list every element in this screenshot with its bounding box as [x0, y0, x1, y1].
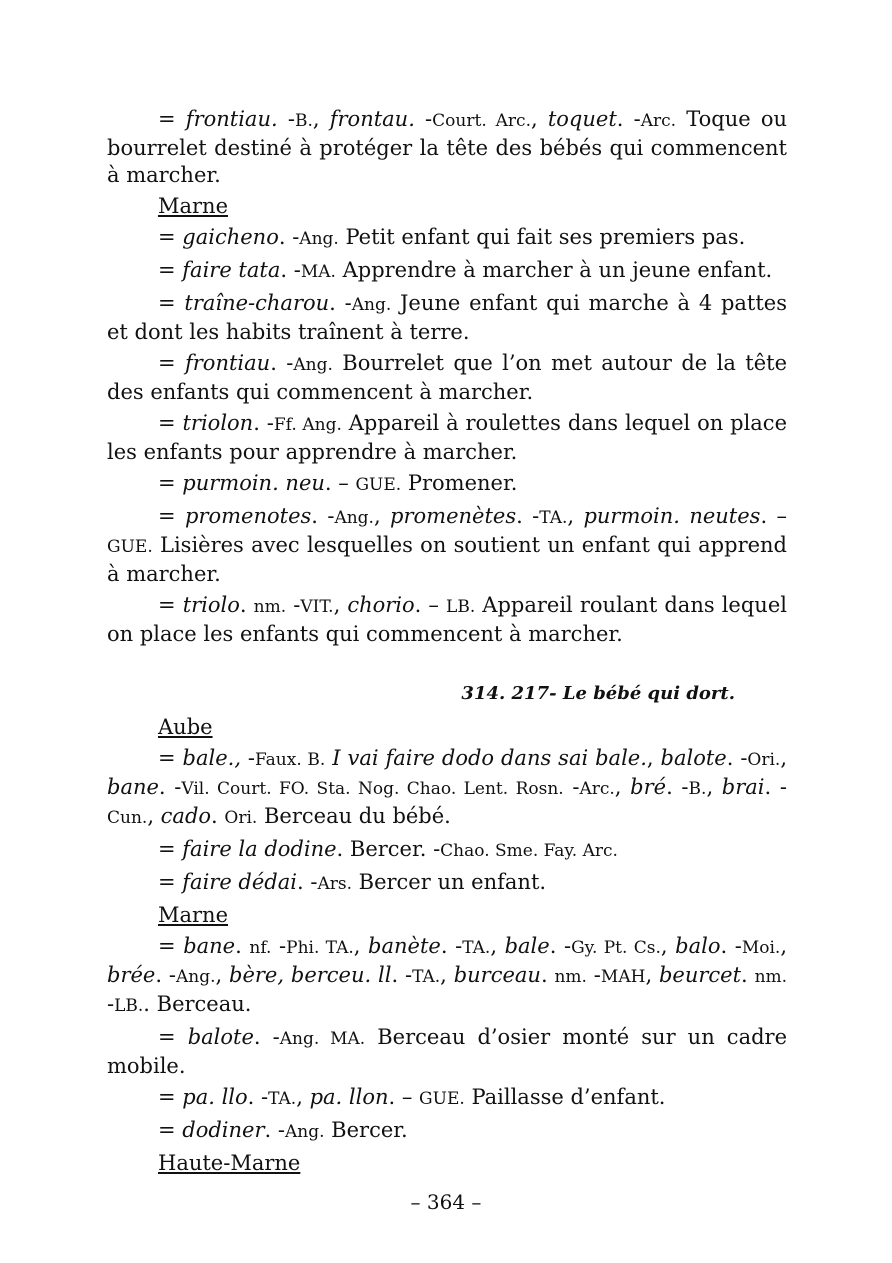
entry-text: - — [271, 934, 287, 958]
entry-text: , — [215, 963, 230, 987]
entry-text: = — [158, 934, 184, 958]
entry-text: = — [158, 225, 183, 249]
entry-text: . — [540, 963, 555, 987]
entry-text: Toque ou bourrelet destiné à protéger la tête des bébés qui commencent à marcher. — [107, 107, 788, 187]
entry-text: = — [158, 351, 185, 375]
entry-text: , — [660, 934, 676, 958]
locality-abbrev: Vil. Court. FO. Sta. Nog. Chao. Lent. Rosn. — [181, 779, 564, 799]
locality-abbrev: Moi. — [741, 938, 781, 958]
entry-text: , — [780, 746, 788, 770]
entry-text: = — [158, 107, 186, 131]
locality-abbrev: Ff. Ang. — [273, 415, 342, 435]
entry-text: . - — [549, 934, 572, 958]
locality-abbrev: Faux. B. — [255, 750, 326, 770]
glossary-entry — [107, 224, 787, 253]
entry-text: , — [567, 504, 584, 528]
dialect-term: brée — [107, 963, 156, 987]
glossary-entry — [107, 1084, 787, 1113]
entry-text: . – — [414, 593, 447, 617]
glossary-entry — [107, 410, 787, 466]
entry-text: Appareil roulant dans lequel on place les enfants qui commencent à marcher. — [107, 593, 787, 646]
dialect-term: frontiau. — [185, 107, 278, 131]
locality-abbrev: Ars. — [317, 874, 352, 894]
entry-text: . - — [158, 775, 182, 799]
locality-abbrev: Ang. — [299, 229, 339, 249]
entry-text: . - — [264, 1118, 285, 1142]
section-heading: 314. 217- Le bébé qui dort. — [461, 683, 735, 704]
entry-text: . - — [666, 775, 689, 799]
glossary-entry — [107, 257, 787, 286]
entry-text: . – — [760, 504, 788, 528]
locality-abbrev: Arc. — [640, 111, 677, 131]
glossary-entry — [107, 869, 787, 898]
dialect-term: brai — [721, 775, 765, 799]
dialect-term: balote — [187, 1025, 254, 1049]
entry-text: . - — [391, 963, 413, 987]
locality-abbrev: Ang. — [175, 967, 216, 987]
entry-text: . Bercer. - — [336, 837, 441, 861]
entry-text: . – — [388, 1085, 420, 1109]
entry-text: . — [235, 934, 250, 958]
entry-text: . - — [253, 411, 274, 435]
locality-abbrev: Ang. — [334, 508, 374, 528]
region-heading: Haute-Marne — [158, 1151, 301, 1175]
entry-text: . - — [311, 504, 335, 528]
entry-text: . - — [726, 746, 748, 770]
entry-text: Paillasse d’enfant. — [464, 1085, 666, 1109]
entry-text: , — [646, 746, 661, 770]
dialect-term: bale — [504, 934, 550, 958]
entry-text: , — [440, 963, 454, 987]
region-heading: Marne — [158, 903, 229, 927]
dialect-term: banète — [368, 934, 441, 958]
entry-text: , — [312, 107, 330, 131]
entry-text: - — [107, 992, 115, 1016]
entry-text: Petit enfant qui fait ses premiers pas. — [338, 225, 746, 249]
dialect-term: bère, berceu. ll — [229, 963, 392, 987]
entry-text: , — [296, 1085, 310, 1109]
dialect-term: balote — [660, 746, 727, 770]
locality-abbrev: TA. — [539, 508, 568, 528]
region-heading: Aube — [158, 715, 213, 739]
dialect-term: triolon — [182, 411, 254, 435]
dialect-term: balo — [675, 934, 721, 958]
dialect-term: pa. llo — [182, 1085, 248, 1109]
entry-text: . - — [764, 775, 787, 799]
locality-abbrev: VIT. — [300, 597, 334, 617]
entry-text: , — [780, 934, 788, 958]
locality-abbrev: Arc. — [579, 779, 615, 799]
glossary-entry — [107, 933, 787, 1020]
entry-text: . - — [329, 291, 352, 315]
entry-text: = — [158, 411, 183, 435]
entry-text: = — [158, 1118, 183, 1142]
glossary-entry — [107, 470, 787, 499]
dialect-term: promenotes — [185, 504, 312, 528]
entry-text: = — [158, 1025, 188, 1049]
locality-abbrev: nm. — [253, 597, 287, 617]
locality-abbrev: Ang. — [351, 295, 392, 315]
entry-text: , — [645, 963, 659, 987]
locality-abbrev: nm. — [554, 967, 587, 987]
entry-text: , — [490, 934, 505, 958]
entry-text: . - — [155, 963, 176, 987]
dialect-term: gaicheno — [182, 225, 279, 249]
locality-abbrev: B. — [294, 111, 313, 131]
entry-text: . - — [270, 351, 294, 375]
dialect-term: cado — [160, 804, 212, 828]
locality-abbrev: Ang. MA. — [279, 1029, 366, 1049]
entry-text: = — [158, 593, 183, 617]
dialect-term: faire dédai — [182, 870, 297, 894]
entry-text: . - — [296, 870, 318, 894]
locality-abbrev: Phi. TA. — [286, 938, 354, 958]
dialect-term: frontiau — [185, 351, 271, 375]
dialect-term: bale., — [182, 746, 241, 770]
locality-abbrev: GUE. — [355, 475, 402, 495]
entry-text: , — [353, 934, 369, 958]
entry-text: Apprendre à marcher à un jeune enfant. — [335, 258, 773, 282]
dialect-term: I vai faire dodo dans sai bale. — [332, 746, 647, 770]
entry-text: Promener. — [401, 471, 518, 495]
entry-text: - — [286, 593, 301, 617]
entry-text: . - — [720, 934, 742, 958]
locality-abbrev: nm. — [754, 967, 788, 987]
dialect-term: burceau — [453, 963, 541, 987]
locality-abbrev: GUE. — [419, 1089, 465, 1109]
entry-text: Berceau d’osier monté sur un cadre mobile. — [107, 1025, 787, 1078]
entry-text: Bercer un enfant. — [351, 870, 547, 894]
entry-text: = — [158, 291, 185, 315]
locality-abbrev: Cun. — [107, 808, 148, 828]
dialect-term: toquet — [547, 107, 617, 131]
entry-text: , — [333, 593, 348, 617]
glossary-entry — [107, 1024, 787, 1080]
entry-text: - — [586, 963, 601, 987]
locality-abbrev: B. — [688, 779, 707, 799]
region-heading: Marne — [158, 194, 229, 218]
locality-abbrev: nf. — [249, 938, 272, 958]
dialect-term: faire la dodine — [182, 837, 337, 861]
glossary-entry — [107, 836, 787, 865]
entry-text: Berceau du bébé. — [257, 804, 451, 828]
entry-text: . - — [616, 107, 641, 131]
entry-text: Bourrelet que l’on met autour de la tête des enfants qui commencent à marcher. — [107, 351, 787, 404]
dialect-term: dodiner — [182, 1118, 265, 1142]
entry-text: - — [277, 107, 295, 131]
entry-text: . - — [516, 504, 540, 528]
locality-abbrev: LB. — [114, 996, 144, 1016]
entry-text: - — [414, 107, 433, 131]
dialect-term: purmoin. neu — [182, 471, 325, 495]
glossary-entry — [107, 503, 787, 588]
entry-text: Appareil à roulettes dans lequel on place les enfants pour apprendre à marcher. — [107, 411, 787, 464]
entry-text: . - — [440, 934, 463, 958]
entry-text: . — [741, 963, 755, 987]
entry-text: . — [211, 804, 225, 828]
dialect-term: frontau. — [329, 107, 415, 131]
locality-abbrev: TA. — [268, 1089, 297, 1109]
entry-text: = — [158, 837, 183, 861]
glossary-entry — [107, 745, 787, 832]
entry-text: - — [241, 746, 256, 770]
entry-text: . — [239, 593, 254, 617]
locality-abbrev: Ori. — [747, 750, 781, 770]
locality-abbrev: Ang. — [293, 355, 333, 375]
glossary-entry — [107, 592, 787, 648]
entry-text: , — [147, 804, 161, 828]
glossary-entry — [107, 106, 787, 189]
entry-text: , — [706, 775, 722, 799]
entry-text: = — [158, 1085, 183, 1109]
dialect-term: chorio — [347, 593, 415, 617]
dialect-term: faire tata — [182, 258, 281, 282]
page-body — [107, 106, 787, 1181]
entry-text: , — [530, 107, 548, 131]
dialect-term: traîne-charou — [184, 291, 330, 315]
entry-text: . – — [324, 471, 356, 495]
locality-abbrev: Chao. Sme. Fay. Arc. — [440, 841, 618, 861]
dialect-term: pa. llon — [309, 1085, 389, 1109]
glossary-entry — [107, 290, 787, 346]
dialect-term: bré — [630, 775, 667, 799]
entry-text: - — [563, 775, 580, 799]
entry-text: = — [158, 471, 183, 495]
dialect-term: purmoin. neutes — [583, 504, 761, 528]
entry-text: . - — [247, 1085, 269, 1109]
entry-text: = — [158, 870, 183, 894]
locality-abbrev: Gy. Pt. Cs. — [571, 938, 661, 958]
entry-text: Bercer. — [324, 1118, 408, 1142]
entry-text: = — [158, 258, 183, 282]
entry-text: , — [373, 504, 391, 528]
dialect-term: bane — [183, 934, 236, 958]
entry-text: . - — [253, 1025, 280, 1049]
locality-abbrev: TA. — [412, 967, 441, 987]
glossary-entry — [107, 1117, 787, 1146]
locality-abbrev: MA. — [300, 262, 336, 282]
entry-text: . - — [280, 258, 301, 282]
entry-text: Jeune enfant qui marche à 4 pattes et dont les habits traînent à terre. — [107, 291, 787, 344]
locality-abbrev: Court. Arc. — [432, 111, 531, 131]
entry-text: . - — [278, 225, 300, 249]
entry-text: . Berceau. — [143, 992, 252, 1016]
glossary-entry — [107, 350, 787, 406]
locality-abbrev: Ang. — [284, 1122, 325, 1142]
locality-abbrev: GUE. — [107, 537, 153, 557]
locality-abbrev: TA. — [462, 938, 491, 958]
dialect-term: triolo — [182, 593, 240, 617]
page-number: – 364 – — [410, 1190, 482, 1214]
dialect-term: beurcet — [658, 963, 742, 987]
locality-abbrev: LB. — [446, 597, 476, 617]
entry-text: Lisières avec lesquelles on soutient un enfant qui apprend à marcher. — [107, 533, 787, 586]
entry-text: = — [158, 746, 183, 770]
entry-text: , — [614, 775, 631, 799]
dialect-term: bane — [107, 775, 159, 799]
locality-abbrev: MAH — [600, 967, 646, 987]
dialect-term: promenètes — [390, 504, 517, 528]
locality-abbrev: Ori. — [224, 808, 258, 828]
entry-text: = — [158, 504, 185, 528]
